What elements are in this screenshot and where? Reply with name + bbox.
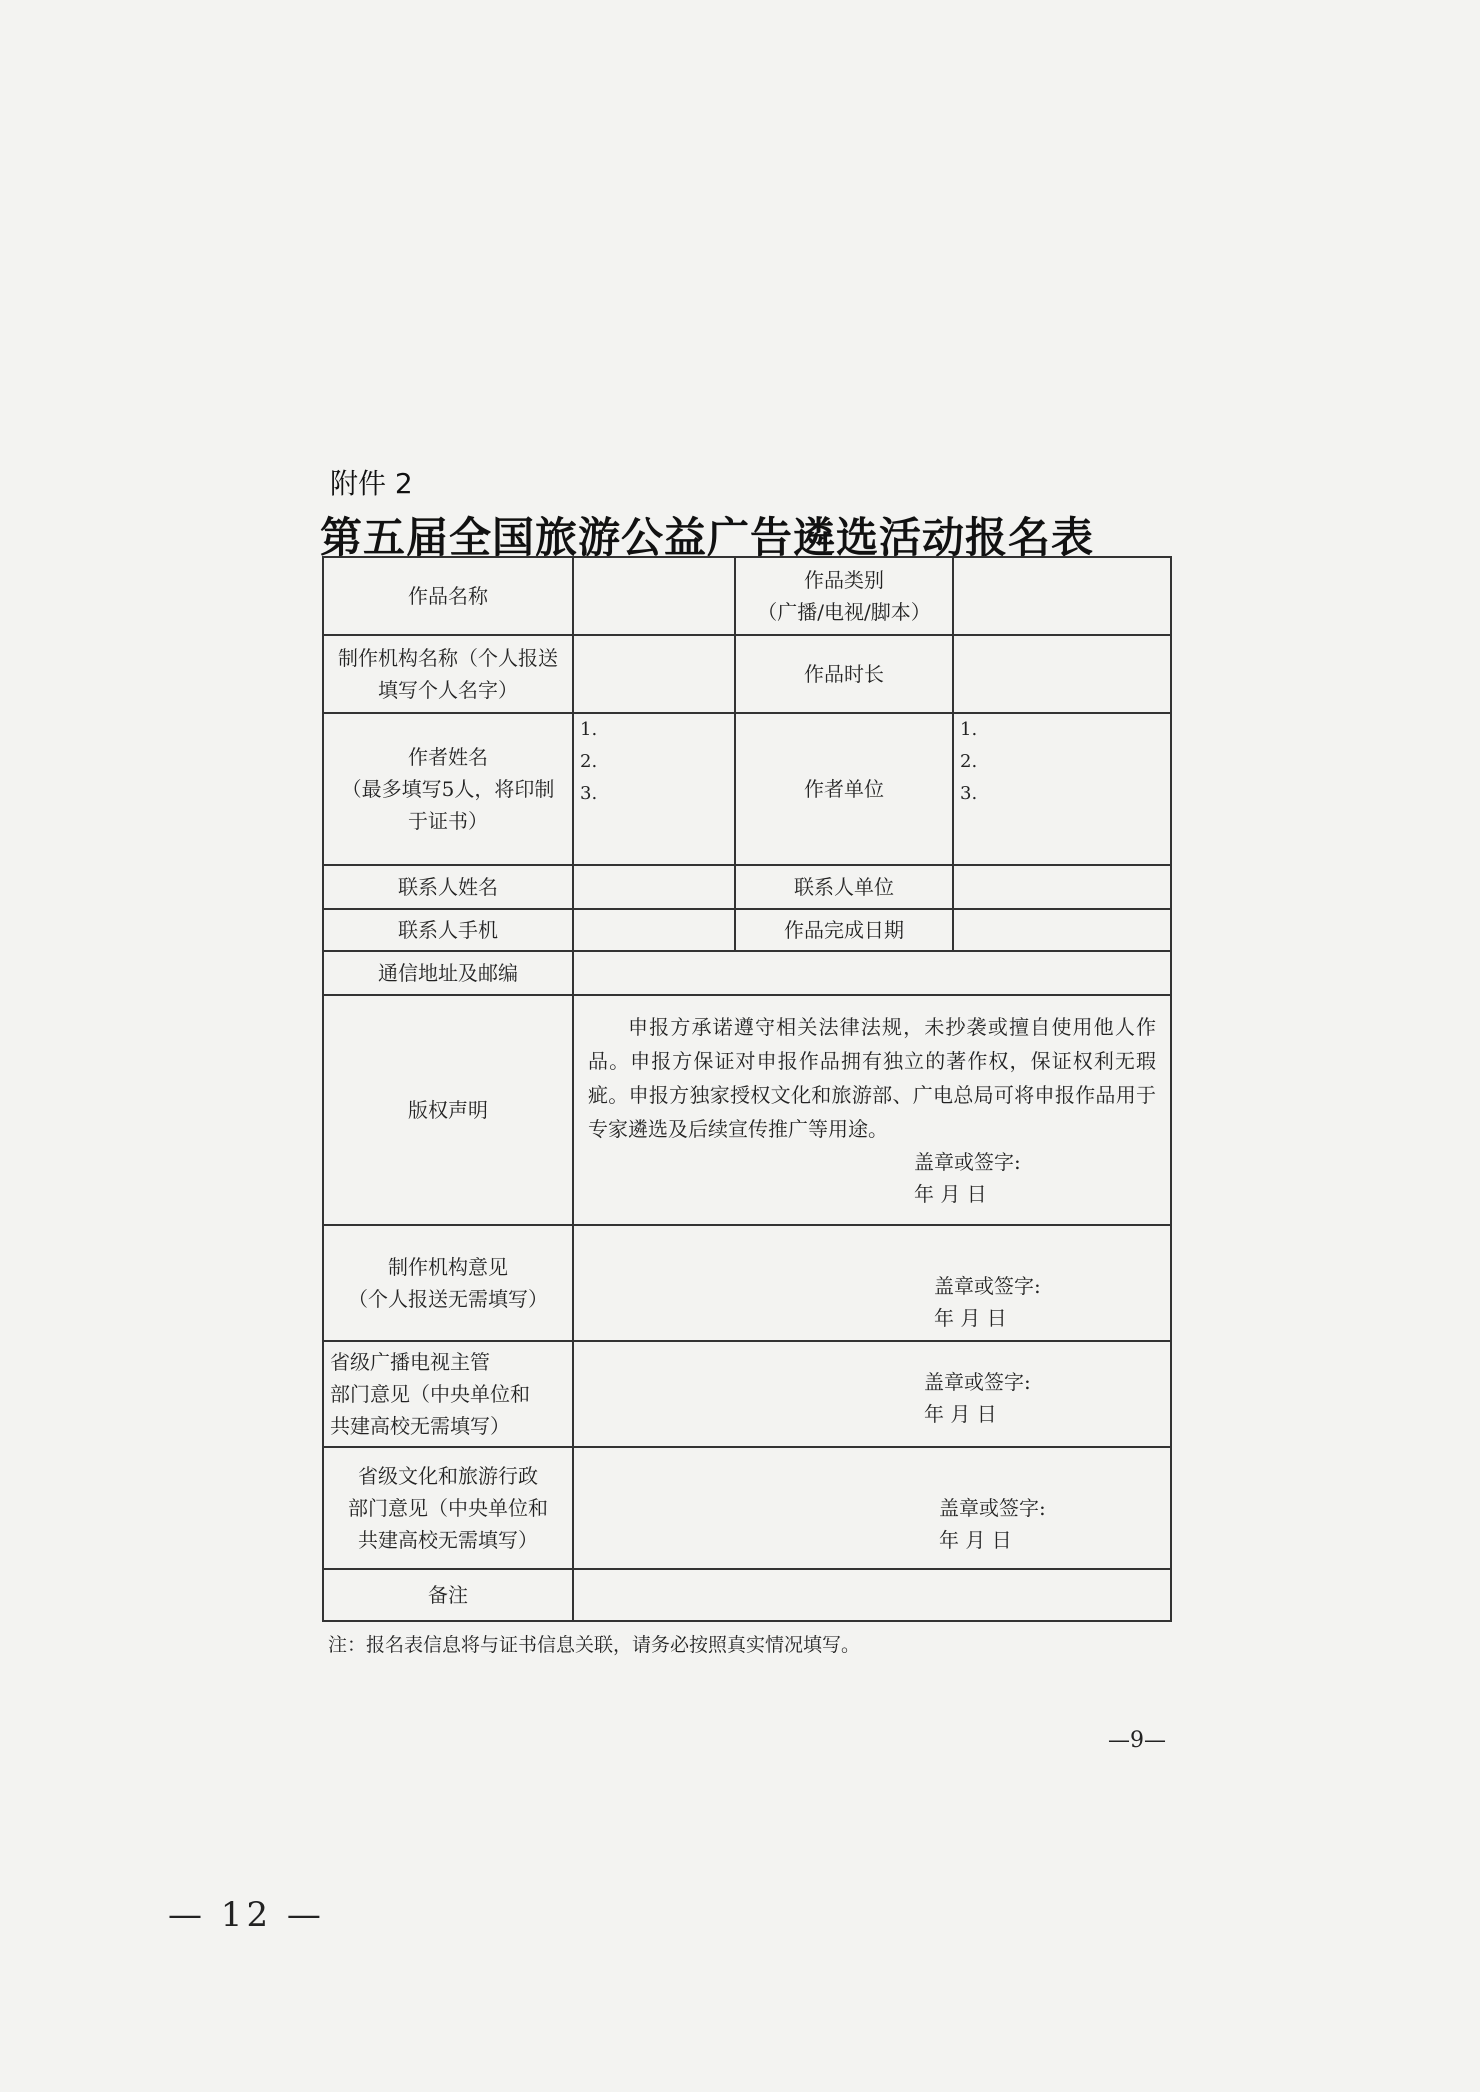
field-work-category[interactable] bbox=[953, 557, 1171, 635]
author-number-1: 1. bbox=[580, 719, 598, 740]
page-title: 第五届全国旅游公益广告遴选活动报名表 bbox=[320, 513, 1095, 562]
label-province-radio-opinion: 省级广播电视主管 部门意见（中央单位和 共建高校无需填写） bbox=[323, 1341, 573, 1447]
field-contact-name[interactable] bbox=[573, 865, 735, 909]
label-work-name: 作品名称 bbox=[323, 557, 573, 635]
label-work-category: 作品类别 （广播/电视/脚本） bbox=[735, 557, 953, 635]
unit-number-3: 3. bbox=[960, 783, 978, 804]
field-author-units[interactable] bbox=[953, 713, 1171, 865]
author-number-3: 3. bbox=[580, 783, 598, 804]
sign-label: 盖章或签字: bbox=[914, 1150, 1021, 1174]
field-contact-phone[interactable] bbox=[573, 909, 735, 951]
label-producer-name: 制作机构名称（个人报送 填写个人名字） bbox=[323, 635, 573, 713]
label-copyright: 版权声明 bbox=[323, 995, 573, 1225]
sign-label: 盖章或签字: bbox=[934, 1274, 1041, 1298]
field-completion-date[interactable] bbox=[953, 909, 1171, 951]
footnote: 注：报名表信息将与证书信息关联，请务必按照真实情况填写。 bbox=[328, 1634, 861, 1656]
field-contact-unit[interactable] bbox=[953, 865, 1171, 909]
date-label: 年 月 日 bbox=[914, 1182, 987, 1206]
field-address[interactable] bbox=[573, 951, 1171, 995]
author-number-2: 2. bbox=[580, 751, 598, 772]
copyright-sign-block[interactable] bbox=[574, 1146, 1170, 1210]
label-author-unit: 作者单位 bbox=[735, 713, 953, 865]
label-contact-phone: 联系人手机 bbox=[323, 909, 573, 951]
label-work-duration: 作品时长 bbox=[735, 635, 953, 713]
label-completion-date: 作品完成日期 bbox=[735, 909, 953, 951]
date-label: 年 月 日 bbox=[939, 1528, 1012, 1552]
field-remarks[interactable] bbox=[573, 1569, 1171, 1621]
copyright-cell bbox=[573, 995, 1171, 1225]
label-remarks: 备注 bbox=[323, 1569, 573, 1621]
inner-page-number: —9— bbox=[1108, 1728, 1166, 1753]
label-province-culture-opinion: 省级文化和旅游行政 部门意见（中央单位和 共建高校无需填写） bbox=[323, 1447, 573, 1569]
attachment-label: 附件 2 bbox=[330, 467, 413, 500]
registration-form-table bbox=[322, 556, 1172, 1622]
label-author-name: 作者姓名 （最多填写5人，将印制 于证书） bbox=[323, 713, 573, 865]
field-author-names[interactable] bbox=[573, 713, 735, 865]
copyright-statement: 申报方承诺遵守相关法律法规，未抄袭或擅自使用他人作品。申报方保证对申报作品拥有独立的著作权，保证权利无瑕疵。申报方独家授权文化和旅游部、广电总局可将申报作品用于专家遴选及后续宣传推广等用途。 bbox=[588, 1015, 1156, 1141]
label-contact-name: 联系人姓名 bbox=[323, 865, 573, 909]
unit-number-2: 2. bbox=[960, 751, 978, 772]
field-producer-name[interactable] bbox=[573, 635, 735, 713]
outer-page-number: — 12 — bbox=[168, 1895, 325, 1935]
unit-number-1: 1. bbox=[960, 719, 978, 740]
sign-label: 盖章或签字: bbox=[924, 1370, 1031, 1394]
date-label: 年 月 日 bbox=[934, 1306, 1007, 1330]
label-address: 通信地址及邮编 bbox=[323, 951, 573, 995]
field-producer-opinion[interactable] bbox=[573, 1225, 1171, 1341]
sign-label: 盖章或签字: bbox=[939, 1496, 1046, 1520]
field-province-radio-opinion[interactable] bbox=[573, 1341, 1171, 1447]
field-province-culture-opinion[interactable] bbox=[573, 1447, 1171, 1569]
field-work-duration[interactable] bbox=[953, 635, 1171, 713]
label-contact-unit: 联系人单位 bbox=[735, 865, 953, 909]
label-producer-opinion: 制作机构意见 （个人报送无需填写） bbox=[323, 1225, 573, 1341]
date-label: 年 月 日 bbox=[924, 1402, 997, 1426]
field-work-name[interactable] bbox=[573, 557, 735, 635]
